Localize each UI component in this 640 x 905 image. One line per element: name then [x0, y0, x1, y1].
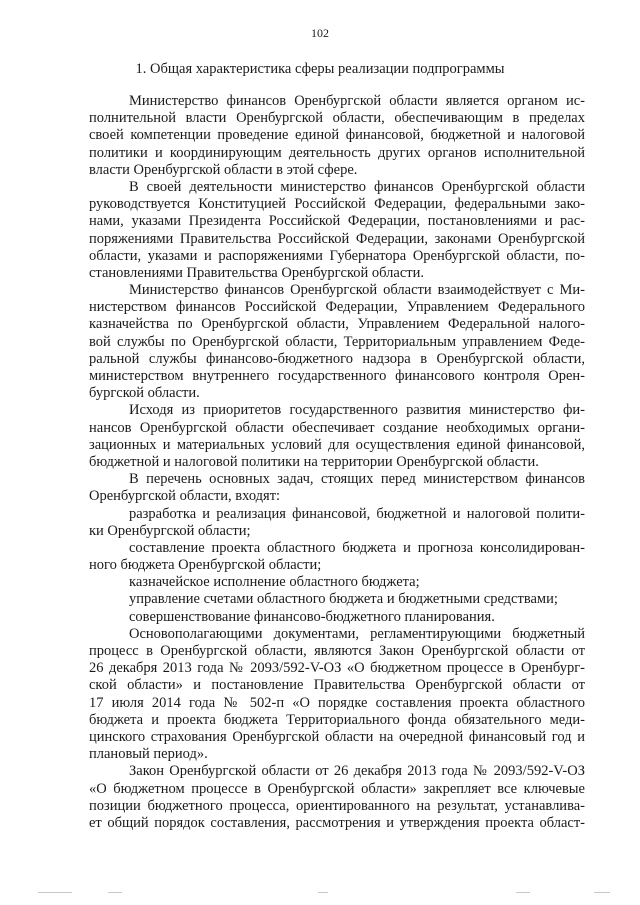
text-line: ральной службы финансово-бюджетного надзора в Оренбургской области,: [89, 350, 585, 367]
text-line: бюджетной и налоговой политики на территории Оренбургской области.: [89, 453, 539, 470]
text-line: управление счетами областного бюджета и бюджетными средствами;: [129, 591, 558, 608]
text-line: политики и координирующим деятельность других органов исполнительной: [89, 144, 585, 161]
text-line: бюджета и проекта бюджета Территориального фонда обязательного меди-: [89, 711, 585, 728]
text-line: Оренбургской области, входят:: [89, 488, 281, 505]
scan-mark: [516, 892, 530, 893]
body-text: [89, 93, 585, 832]
text-line: «О бюджетном процессе в Оренбургской области» закрепляет все ключевые: [89, 780, 585, 797]
text-line: В своей деятельности министерство финансов Оренбургской области: [129, 178, 585, 195]
text-line: области, указами и распоряжениями Губернатора Оренбургской области, по-: [89, 247, 585, 264]
text-line: полнительной власти Оренбургской области, обеспечивающим в пределах: [89, 110, 585, 127]
scan-edge-marks: [0, 892, 640, 896]
text-line: Закон Оренбургской области от 26 декабря 2013 года № 2093/592-V-ОЗ: [129, 763, 585, 780]
text-line: Министерство финансов Оренбургской области взаимодействует с Ми-: [129, 282, 585, 299]
page-number: 102: [311, 26, 329, 40]
text-line: ет общий порядок составления, рассмотрения и утверждения проекта област-: [89, 814, 585, 831]
text-line: зационных и материальных условий для осуществления единой финансовой,: [89, 436, 585, 453]
text-line: разработка и реализация финансовой, бюджетной и налоговой полити-: [129, 505, 585, 522]
text-line: 26 декабря 2013 года № 2093/592-V-ОЗ «О бюджетном процессе в Оренбург-: [89, 660, 585, 677]
text-line: Исходя из приоритетов государственного развития министерство фи-: [129, 402, 585, 419]
text-line: казначейское исполнение областного бюджета;: [129, 574, 420, 591]
text-line: нистерством финансов Российской Федерации, Управлением Федерального: [89, 299, 585, 316]
text-line: составление проекта областного бюджета и прогноза консолидирован-: [129, 539, 585, 556]
text-line: своей компетенции проведение единой финансовой, бюджетной и налоговой: [89, 127, 585, 144]
text-line: казначейства по Оренбургской области, Управлением Федеральной налого-: [89, 316, 585, 333]
text-line: Министерство финансов Оренбургской области является органом ис-: [129, 93, 585, 109]
text-line: ного бюджета Оренбургской области;: [89, 557, 322, 574]
text-line: власти Оренбургской области в этой сфере.: [89, 161, 358, 178]
text-line: руководствуется Конституцией Российской Федерации, федеральными зако-: [89, 196, 585, 213]
scan-mark: [38, 892, 72, 893]
text-line: позиции бюджетного процесса, ориентированного на результат, устанавлива-: [89, 797, 585, 814]
text-line: ской области» и постановление Правительства Оренбургской области от: [89, 677, 585, 694]
text-line: плановый период».: [89, 746, 208, 763]
text-line: 17 июля 2014 года № 502-п «О порядке составления проекта областного: [89, 694, 585, 711]
text-line: бургской области.: [89, 385, 200, 402]
text-line: нами, указами Президента Российской Федерации, постановлениями и рас-: [89, 213, 585, 230]
scan-mark: [108, 892, 122, 893]
text-line: В перечень основных задач, стоящих перед министерством финансов: [129, 471, 585, 488]
text-line: вой службы по Оренбургской области, Территориальным управлением Феде-: [89, 333, 585, 350]
text-line: совершенствование финансово-бюджетного планирования.: [129, 608, 495, 625]
text-line: поряжениями Правительства Российской Федерации, законами Оренбургской: [89, 230, 585, 247]
text-line: становлениями Правительства Оренбургской области.: [89, 264, 425, 281]
text-line: Основополагающими документами, регламентирующими бюджетный: [129, 625, 585, 642]
text-line: нансов Оренбургской области обеспечивает создание необходимых органи-: [89, 419, 585, 436]
text-line: цинского страхования Оренбургской области на очередной финансовый год и: [89, 728, 585, 745]
section-title: 1. Общая характеристика сферы реализации подпрограммы: [135, 61, 505, 77]
text-line: ки Оренбургской области;: [89, 522, 251, 539]
scan-mark: [318, 892, 328, 893]
scan-mark: [594, 892, 610, 893]
text-line: процесс в Оренбургской области, являются Закон Оренбургской области от: [89, 643, 585, 659]
text-line: министерством внутреннего государственного финансового контроля Орен-: [89, 368, 585, 384]
